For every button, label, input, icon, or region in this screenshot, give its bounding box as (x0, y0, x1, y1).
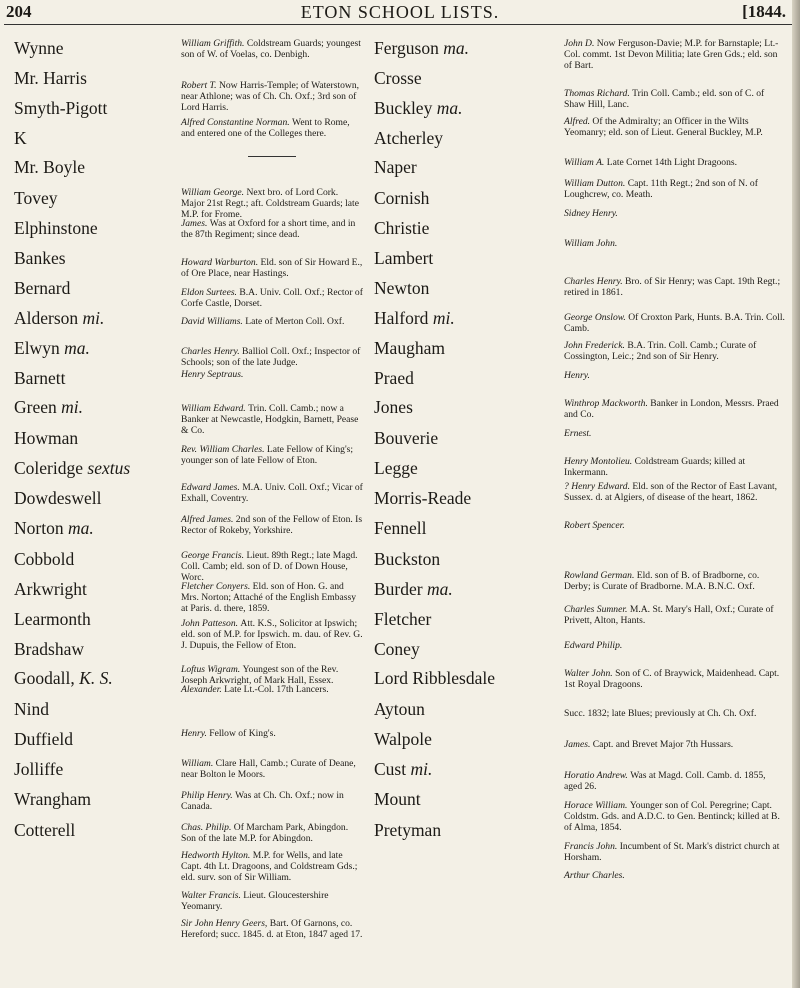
middle-name-text: Naper (374, 157, 417, 177)
left-entry (181, 218, 363, 240)
middle-name-text: Burder (374, 579, 423, 599)
right-entry-text: Incumbent of St. Mark's district church at Horsham. (564, 841, 780, 863)
left-entry-name: Robert T. (181, 80, 219, 91)
left-entry-name: William Griffith. (181, 38, 247, 49)
middle-name-text: Christie (374, 218, 430, 238)
left-entry-name: Edward James. (181, 482, 243, 493)
left-entry (181, 117, 363, 139)
left-entry (181, 550, 363, 583)
left-name (14, 759, 63, 780)
middle-name-text: Buckston (374, 549, 441, 569)
left-name-text: Coleridge (14, 458, 84, 478)
right-entry-text: Of the Admiralty; an Officer in the Wilts Yeomanry; eld. son of Lieut. General Buckley, M.P. (564, 116, 763, 138)
left-name (14, 368, 66, 389)
left-name (14, 668, 113, 689)
left-entry (181, 822, 363, 844)
left-entry-text: Eld. son of Sir Howard E., of Ore Place, near Hastings. (181, 257, 363, 279)
left-name (14, 248, 66, 269)
right-entry (564, 276, 786, 298)
middle-name-text: Buckley (374, 98, 433, 118)
page-number: 204 (6, 2, 32, 21)
left-entry (181, 918, 363, 940)
left-entry-name: Alfred Constantine Norman. (181, 117, 293, 128)
left-name (14, 458, 130, 479)
left-name-text: Duffield (14, 729, 73, 749)
left-entry-name: William. (181, 758, 216, 769)
left-name (14, 820, 75, 841)
left-entry (181, 581, 363, 614)
left-name-suffix: ma. (59, 338, 90, 358)
middle-name-text: Legge (374, 458, 418, 478)
right-entry-name: James. (564, 739, 593, 750)
left-entry-text: M.P. for Wells, and late Capt. 4th Lt. Dragoons, and Coldstream Gds.; eld. surv. son of Sir William. (181, 850, 358, 883)
left-name-text: Smyth-Pigott (14, 98, 108, 118)
section-divider (248, 156, 296, 157)
left-name-text: Bernard (14, 278, 71, 298)
right-entry-name: John Frederick. (564, 340, 628, 351)
right-entry-name: George Onslow. (564, 312, 629, 323)
left-name-text: Norton (14, 518, 64, 538)
left-entry-name: George Francis. (181, 550, 247, 561)
left-entry-name: Howard Warburton. (181, 257, 261, 268)
right-entry (564, 668, 786, 690)
left-name-text: K (14, 128, 27, 148)
middle-name-text: Coney (374, 639, 420, 659)
left-name (14, 128, 27, 149)
left-entry-text: Lieut. Gloucestershire Yeomanry. (181, 890, 329, 912)
left-entry-text: Late of Merton Coll. Oxf. (245, 316, 345, 327)
middle-name (374, 668, 495, 689)
left-name-text: Jolliffe (14, 759, 64, 779)
left-entry (181, 850, 363, 883)
left-name-text: Cobbold (14, 549, 75, 569)
left-entry-name: Henry Septraus. (181, 369, 244, 380)
left-name (14, 488, 101, 509)
right-entry (564, 800, 786, 833)
left-name (14, 157, 85, 178)
middle-name-text: Praed (374, 368, 414, 388)
middle-name (374, 338, 445, 359)
left-entry-name: Charles Henry. (181, 346, 243, 357)
left-name-text: Mr. Harris (14, 68, 87, 88)
right-entry-name: Horace William. (564, 800, 630, 811)
middle-name (374, 308, 455, 329)
right-entry (564, 739, 786, 750)
middle-name-text: Crosse (374, 68, 422, 88)
right-entry (564, 398, 786, 420)
right-entry-text: Banker in London, Messrs. Praed and Co. (564, 398, 779, 420)
middle-name-text: Halford (374, 308, 429, 328)
right-entry (564, 870, 786, 881)
left-entry (181, 444, 363, 466)
middle-name-suffix: ma. (432, 98, 463, 118)
left-entry (181, 287, 363, 309)
middle-name-text: Newton (374, 278, 430, 298)
left-name (14, 68, 87, 89)
right-entry-text: Of Croxton Park, Hunts. B.A. Trin. Coll. Camb. (564, 312, 785, 334)
left-name (14, 579, 87, 600)
left-name-text: Green (14, 397, 57, 417)
right-entry (564, 178, 786, 200)
middle-name (374, 128, 443, 149)
right-entry-name: John D. (564, 38, 597, 49)
left-entry (181, 618, 363, 651)
right-entry-text: Was at Magd. Coll. Camb. d. 1855, aged 26. (564, 770, 766, 792)
right-entry-text: Son of C. of Braywick, Maidenhead. Capt. 1st Royal Dragoons. (564, 668, 780, 690)
left-name-text: Barnett (14, 368, 66, 388)
right-entry-name: Robert Spencer. (564, 520, 625, 531)
header-rule (4, 24, 794, 25)
left-entry-text: Went to Rome, and entered one of the Colleges there. (181, 117, 350, 139)
right-entry-name: Arthur Charles. (564, 870, 625, 881)
left-entry (181, 790, 363, 812)
left-entry-name: Loftus Wigram. (181, 664, 243, 675)
left-entry-text: Att. K.S., Solicitor at Ipswich; eld. son of M.P. for Ipswich. m. dau. of Rev. G. J. Dupuis, the Fellow of Eton. (181, 618, 363, 651)
right-entry (564, 370, 786, 381)
right-entry (564, 570, 786, 592)
right-entry (564, 770, 786, 792)
right-entry-name: Henry. (564, 370, 590, 381)
left-entry-text: Was at Ch. Ch. Oxf.; now in Canada. (181, 790, 344, 812)
left-name-text: Bradshaw (14, 639, 84, 659)
right-entry-name: Ernest. (564, 428, 592, 439)
left-entry-name: John Patteson. (181, 618, 241, 629)
middle-name (374, 428, 438, 449)
left-entry-text: Eld. son of Hon. G. and Mrs. Norton; Attaché of the English Embassy at Paris. d. there, 1859. (181, 581, 357, 614)
left-entry (181, 369, 363, 380)
left-name (14, 789, 91, 810)
right-entry-text: M.A. St. Mary's Hall, Oxf.; Curate of Privett, Alton, Hants. (564, 604, 774, 626)
middle-name (374, 518, 427, 539)
left-name-text: Alderson (14, 308, 79, 328)
middle-name (374, 68, 422, 89)
right-entry-text: Capt. 11th Regt.; 2nd son of N. of Loughcrew, co. Meath. (564, 178, 758, 200)
middle-name-text: Jones (374, 397, 413, 417)
left-name-suffix: sextus (83, 458, 131, 478)
right-entry-text: Capt. and Brevet Major 7th Hussars. (592, 739, 734, 750)
middle-name-suffix: ma. (438, 38, 469, 58)
middle-name-text: Atcherley (374, 128, 443, 148)
middle-name (374, 188, 429, 209)
left-entry-text: Balliol Coll. Oxf.; Inspector of Schools; son of the late Judge. (181, 346, 361, 368)
left-name (14, 639, 84, 660)
left-name (14, 609, 91, 630)
left-name-text: Elphinstone (14, 218, 98, 238)
left-entry-text: M.A. Univ. Coll. Oxf.; Vicar of Exhall, Coventry. (181, 482, 363, 504)
middle-name-text: Bouverie (374, 428, 439, 448)
left-entry-name: Eldon Surtees. (181, 287, 240, 298)
left-entry (181, 80, 363, 113)
left-entry-text: Youngest son of the Rev. Joseph Arkwright, of Mark Hall, Essex. (181, 664, 339, 686)
right-entry (564, 520, 786, 531)
left-entry-name: Walter Francis. (181, 890, 244, 901)
left-name-text: Mr. Boyle (14, 157, 85, 177)
left-name-text: Learmonth (14, 609, 91, 629)
right-entry (564, 708, 786, 719)
left-entry-text: Was at Oxford for a short time, and in the 87th Regiment; since dead. (181, 218, 356, 240)
left-name-text: Elwyn (14, 338, 60, 358)
right-entry-name: Edward Philip. (564, 640, 623, 651)
left-entry-name: William George. (181, 187, 247, 198)
left-entry (181, 728, 363, 739)
left-name-text: Arkwright (14, 579, 87, 599)
left-entry-name: Rev. William Charles. (181, 444, 267, 455)
left-entry-text: Of Marcham Park, Abingdon. Son of the late M.P. for Abingdon. (181, 822, 349, 844)
right-entry-name: Francis John. (564, 841, 620, 852)
middle-name (374, 248, 433, 269)
right-entry-name: William A. (564, 157, 607, 168)
left-entry-text: Now Harris-Temple; of Waterstown, near Athlone; was of Ch. Ch. Oxf.; 3rd son of Lord Harris. (181, 80, 360, 113)
middle-name (374, 699, 425, 720)
middle-name-text: Fletcher (374, 609, 432, 629)
middle-name (374, 759, 432, 780)
middle-name (374, 278, 429, 299)
right-entry-text: Succ. 1832; late Blues; previously at Ch. Ch. Oxf. (564, 708, 757, 719)
right-entry-name: William John. (564, 238, 618, 249)
left-name (14, 308, 104, 329)
left-name-text: Cotterell (14, 820, 76, 840)
right-entry-name: Sidney Henry. (564, 208, 618, 219)
left-entry (181, 890, 363, 912)
right-entry-text: Coldstream Guards; killed at Inkermann. (564, 456, 746, 478)
middle-name-text: Lambert (374, 248, 434, 268)
left-entry-name: Alfred James. (181, 514, 236, 525)
middle-name (374, 549, 440, 570)
right-entry-name: Thomas Richard. (564, 88, 633, 99)
middle-name (374, 488, 471, 509)
right-entry (564, 88, 786, 110)
left-name-text: Tovey (14, 188, 58, 208)
right-entry (564, 157, 786, 168)
left-entry (181, 664, 363, 686)
left-name (14, 549, 74, 570)
page-title: ETON SCHOOL LISTS. (300, 2, 500, 22)
middle-name (374, 789, 421, 810)
left-entry-text: B.A. Univ. Coll. Oxf.; Rector of Corfe Castle, Dorset. (181, 287, 363, 309)
left-entry (181, 482, 363, 504)
right-entry (564, 238, 786, 249)
middle-name (374, 218, 429, 239)
left-name-text: Wrangham (14, 789, 92, 809)
middle-name-suffix: ma. (422, 579, 453, 599)
left-entry-text: Bart. Of Garnons, co. Hereford; succ. 1845. d. at Eton, 1847 aged 17. (181, 918, 363, 940)
right-entry-name: Winthrop Mackworth. (564, 398, 651, 409)
left-entry-name: Sir John Henry Geers, (181, 918, 270, 929)
middle-name (374, 458, 418, 479)
middle-name-suffix: mi. (428, 308, 455, 328)
page-header (0, 0, 800, 26)
left-name-suffix: K. S. (74, 668, 113, 688)
left-name-suffix: ma. (63, 518, 94, 538)
left-entry (181, 514, 363, 536)
right-entry-name: Rowland German. (564, 570, 637, 581)
left-name (14, 729, 73, 750)
right-entry-text: Eld. son of B. of Bradborne, co. Derby; is Curate of Bradborne. M.A. B.N.C. Oxf. (564, 570, 760, 592)
left-entry-name: Hedworth Hylton. (181, 850, 253, 861)
left-name-text: Goodall, (14, 668, 75, 688)
left-entry (181, 684, 363, 695)
left-entry-name: William Edward. (181, 403, 249, 414)
middle-name-text: Mount (374, 789, 421, 809)
left-name-text: Bankes (14, 248, 66, 268)
right-entry-name: Henry Montolieu. (564, 456, 635, 467)
middle-name-text: Cust (374, 759, 407, 779)
middle-name-text: Aytoun (374, 699, 425, 719)
middle-name (374, 579, 453, 600)
middle-name-text: Fennell (374, 518, 427, 538)
left-entry-name: Henry. (181, 728, 210, 739)
right-entry (564, 604, 786, 626)
left-name-suffix: mi. (78, 308, 105, 328)
middle-name (374, 98, 462, 119)
left-entry-text: Clare Hall, Camb.; Curate of Deane, near Bolton le Moors. (181, 758, 356, 780)
left-entry-name: Philip Henry. (181, 790, 236, 801)
middle-name-text: Lord Ribblesdale (374, 668, 496, 688)
right-entry (564, 841, 786, 863)
left-entry (181, 403, 363, 436)
right-entry (564, 481, 786, 503)
middle-name (374, 157, 417, 178)
right-entry (564, 116, 786, 138)
left-name-text: Dowdeswell (14, 488, 102, 508)
left-name (14, 278, 70, 299)
middle-name-text: Walpole (374, 729, 432, 749)
left-name (14, 428, 78, 449)
left-entry (181, 758, 363, 780)
left-name (14, 338, 90, 359)
left-entry (181, 316, 363, 327)
right-entry-name: Charles Sumner. (564, 604, 630, 615)
left-entry (181, 38, 363, 60)
left-name (14, 188, 58, 209)
middle-name (374, 639, 420, 660)
left-entry (181, 346, 363, 368)
left-name (14, 518, 94, 539)
right-entry (564, 428, 786, 439)
right-entry-text: Now Ferguson-Davie; M.P. for Barnstaple; Lt.-Col. commt. 1st Devon Militia; late Gren Gds.; eld. son of Bart. (564, 38, 779, 71)
right-entry-text: Eld. son of the Rector of East Lavant, Sussex. d. at Algiers, of disease of the heart, 1862. (564, 481, 778, 503)
left-name (14, 38, 63, 59)
left-entry-name: Fletcher Conyers. (181, 581, 253, 592)
left-entry-name: David Williams. (181, 316, 246, 327)
left-name (14, 699, 49, 720)
middle-name-text: Pretyman (374, 820, 442, 840)
right-entry-name: ? Henry Edward. (564, 481, 633, 492)
right-entry-name: Horatio Andrew. (564, 770, 631, 781)
left-entry-name: James. (181, 218, 210, 229)
left-entry (181, 187, 363, 220)
right-entry-text: Trin Coll. Camb.; eld. son of C. of Shaw Hill, Lanc. (564, 88, 765, 110)
right-entry (564, 456, 786, 478)
middle-name-text: Ferguson (374, 38, 439, 58)
right-entry (564, 340, 786, 362)
right-entry-text: Bro. of Sir Henry; was Capt. 19th Regt.; retired in 1861. (564, 276, 781, 298)
middle-name (374, 38, 469, 59)
middle-name-text: Maugham (374, 338, 445, 358)
right-entry-name: Alfred. (564, 116, 593, 127)
right-entry-name: William Dutton. (564, 178, 628, 189)
left-name (14, 397, 83, 418)
left-entry-text: Trin. Coll. Camb.; now a Banker at Newcastle, Hodgkin, Barnett, Pease & Co. (181, 403, 359, 436)
right-entry (564, 38, 786, 71)
right-entry-text: B.A. Trin. Coll. Camb.; Curate of Cossington, Leic.; 2nd son of Sir Henry. (564, 340, 757, 362)
left-entry-name: Chas. Philip. (181, 822, 234, 833)
left-name-text: Wynne (14, 38, 64, 58)
left-entry-text: Next bro. of Lord Cork. Major 21st Regt.; aft. Coldstream Guards; late M.P. for Frome. (181, 187, 359, 220)
right-entry-name: Charles Henry. (564, 276, 626, 287)
right-entry (564, 312, 786, 334)
page-year: [1844. (742, 2, 786, 21)
middle-name-text: Cornish (374, 188, 430, 208)
right-entry (564, 640, 786, 651)
right-entry (564, 208, 786, 219)
left-entry-text: Lieut. 89th Regt.; late Magd. Coll. Camb; eld. son of D. of Down House, Worc. (181, 550, 358, 583)
left-entry-text: 2nd son of the Fellow of Eton. Is Rector of Rokeby, Yorkshire. (181, 514, 363, 536)
left-entry-text: Late Fellow of King's; younger son of late Fellow of Eton. (181, 444, 354, 466)
left-name-text: Nind (14, 699, 49, 719)
left-entry-text: Late Lt.-Col. 17th Lancers. (224, 684, 329, 695)
left-entry-text: Fellow of King's. (209, 728, 276, 739)
left-entry-name: Alexander. (181, 684, 225, 695)
page-edge (792, 0, 800, 988)
left-name-suffix: mi. (56, 397, 84, 417)
left-name-text: Howman (14, 428, 79, 448)
middle-name (374, 729, 432, 750)
right-entry-text: Late Cornet 14th Light Dragoons. (606, 157, 738, 168)
middle-name (374, 609, 431, 630)
right-entry-name: Walter John. (564, 668, 616, 679)
left-entry-text: Coldstream Guards; youngest son of W. of Voelas, co. Denbigh. (181, 38, 361, 60)
left-name (14, 98, 107, 119)
left-name (14, 218, 98, 239)
right-entry-text: Younger son of Col. Peregrine; Capt. Coldstm. Gds. and A.D.C. to Gen. Bentinck; killed at B. of Alma, 1854. (564, 800, 780, 833)
middle-name-text: Morris-Reade (374, 488, 472, 508)
middle-name (374, 397, 413, 418)
left-entry (181, 257, 363, 279)
middle-name (374, 820, 441, 841)
middle-name-suffix: mi. (406, 759, 433, 779)
middle-name (374, 368, 414, 389)
